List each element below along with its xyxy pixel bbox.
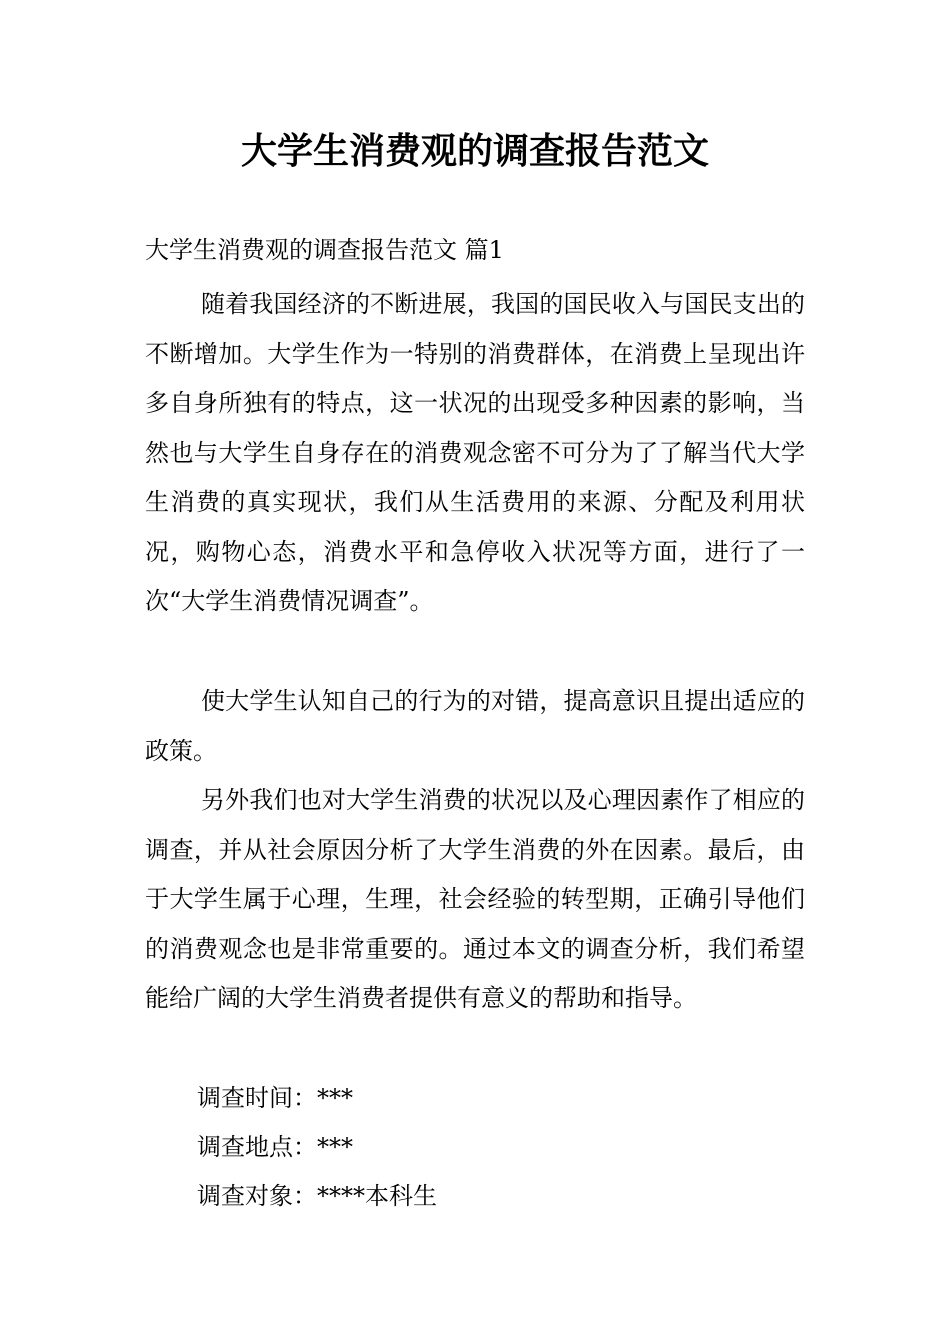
paragraph-analysis: 另外我们也对大学生消费的状况以及心理因素作了相应的调查，并从社会原因分析了大学生消费的外在因素。最后，由于大学生属于心理，生理，社会经验的转型期，正确引导他们的消费观念也是非常重要的。通过本文的调查分析，我们希望能给广阔的大学生消费者提供有意义的帮助和指导。 [145,786,805,1012]
document-title: 大学生消费观的调查报告范文 [240,131,709,172]
section-heading: 大学生消费观的调查报告范文 篇1 [145,236,504,264]
survey-subjects: 调查对象：****本科生 [197,1182,437,1210]
paragraph-purpose: 使大学生认知自己的行为的对错，提高意识且提出适应的政策。 [145,687,805,765]
survey-location: 调查地点：*** [197,1133,353,1161]
paragraph-intro: 随着我国经济的不断进展，我国的国民收入与国民支出的不断增加。大学生作为一特别的消费群体，在消费上呈现出许多自身所独有的特点，这一状况的出现受多种因素的影响，当然也与大学生自身存在的消费观念密不可分为了了解当代大学生消费的真实现状，我们从生活费用的来源、分配及利用状况，购物心态，消费水平和急停收入状况等方面，进行了一次“大学生消费情况调查”。 [145,290,805,615]
survey-time: 调查时间：*** [197,1084,353,1112]
